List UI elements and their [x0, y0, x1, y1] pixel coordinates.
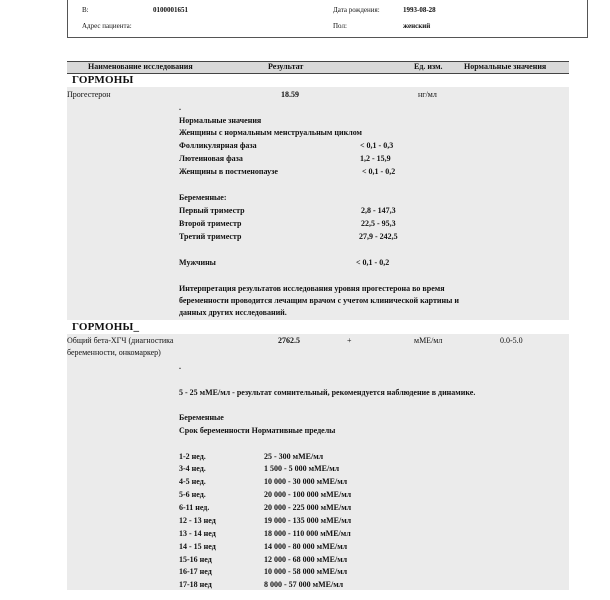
progesterone-result: 18.59 [281, 90, 299, 99]
trimester-value: 22,5 - 95,3 [361, 219, 396, 228]
trimester-label: Второй триместр [179, 219, 242, 228]
dob-value: 1993-08-28 [403, 6, 436, 14]
patient-id-label: В: [82, 6, 89, 14]
section-title-hormones-2: ГОРМОНЫ_ [72, 321, 140, 333]
hcg-norm: 0.0-5.0 [500, 336, 523, 345]
interpretation-line: беременности проводится лечащим врачом с учетом клинической картины и [179, 296, 459, 305]
sex-value: женский [403, 22, 431, 30]
pregnant-title: Беременные [179, 413, 224, 422]
sex-label: Пол: [333, 22, 347, 30]
week-label: 16-17 нед [179, 567, 212, 576]
address-label: Адрес пациента: [82, 22, 132, 30]
test-name-progesterone: Прогестерон [67, 90, 111, 99]
week-label: 14 - 15 нед [179, 542, 216, 551]
dob-label: Дата рождения: [333, 6, 380, 14]
week-label: 4-5 нед. [179, 477, 206, 486]
trimester-value: 2,8 - 147,3 [361, 206, 396, 215]
norm-title: Нормальные значения [179, 116, 262, 125]
hcg-units: мМЕ/мл [414, 336, 443, 345]
week-range: 8 000 - 57 000 мМЕ/мл [264, 580, 344, 589]
patient-id-value: 0100001651 [153, 6, 188, 14]
week-range: 25 - 300 мМЕ/мл [264, 452, 324, 461]
test-name-hcg: Общий бета-ХГЧ (диагностика [67, 336, 174, 345]
hcg-result: 2762.5 [278, 336, 300, 345]
week-label: 3-4 нед. [179, 464, 206, 473]
header-units: Ед. изм. [414, 62, 443, 71]
norm-subtitle: Женщины с нормальным менструальным циклом [179, 128, 362, 137]
week-range: 10 000 - 58 000 мМЕ/мл [264, 567, 348, 576]
week-label: 17-18 нед [179, 580, 212, 589]
patient-info-box [67, 0, 588, 38]
week-label: 5-6 нед. [179, 490, 206, 499]
norm-row-label: Фолликулярная фаза [179, 141, 257, 150]
week-range: 20 000 - 225 000 мМЕ/мл [264, 503, 352, 512]
men-label: Мужчины [179, 258, 216, 267]
doubtful-note: 5 - 25 мМЕ/мл - результат сомнительный, рекомендуется наблюдение в динамике. [179, 388, 476, 397]
week-label: 13 - 14 нед [179, 529, 216, 538]
interpretation-line: Интерпретация результатов исследования уровня прогестерона во время [179, 284, 445, 293]
header-norms: Нормальные значения [464, 62, 547, 71]
trimester-label: Третий триместр [179, 232, 242, 241]
norm-row-value: 1,2 - 15,9 [360, 154, 391, 163]
week-range: 12 000 - 68 000 мМЕ/мл [264, 555, 348, 564]
dot: . [179, 103, 181, 112]
hcg-row-bg [67, 334, 569, 590]
trimester-label: Первый триместр [179, 206, 245, 215]
week-label: 1-2 нед. [179, 452, 206, 461]
week-range: 14 000 - 80 000 мМЕ/мл [264, 542, 348, 551]
week-range: 19 000 - 135 000 мМЕ/мл [264, 516, 352, 525]
pregnant-title: Беременные: [179, 193, 227, 202]
section-title-hormones: ГОРМОНЫ [72, 74, 134, 86]
norm-row-label: Лютеиновая фаза [179, 154, 243, 163]
header-result: Результат [268, 62, 304, 71]
week-range: 10 000 - 30 000 мМЕ/мл [264, 477, 348, 486]
norm-row-label: Женщины в постменопаузе [179, 167, 278, 176]
test-name-hcg-line2: беременности, онкомаркер) [67, 348, 161, 357]
week-label: 6-11 нед. [179, 503, 210, 512]
weeks-table-header: Срок беременности Нормативные пределы [179, 426, 336, 435]
week-range: 20 000 - 100 000 мМЕ/мл [264, 490, 352, 499]
week-range: 18 000 - 110 000 мМЕ/мл [264, 529, 351, 538]
men-value: < 0,1 - 0,2 [356, 258, 390, 267]
week-label: 15-16 нед [179, 555, 212, 564]
interpretation-line: данных других исследований. [179, 308, 287, 317]
norm-row-value: < 0,1 - 0,3 [360, 141, 394, 150]
dot: . [179, 362, 181, 371]
trimester-value: 27,9 - 242,5 [359, 232, 398, 241]
norm-row-value: < 0,1 - 0,2 [362, 167, 396, 176]
progesterone-units: нг/мл [418, 90, 437, 99]
week-range: 1 500 - 5 000 мМЕ/мл [264, 464, 340, 473]
hcg-flag: + [347, 336, 352, 345]
week-label: 12 - 13 нед [179, 516, 216, 525]
header-test-name: Наименование исследования [88, 62, 193, 71]
